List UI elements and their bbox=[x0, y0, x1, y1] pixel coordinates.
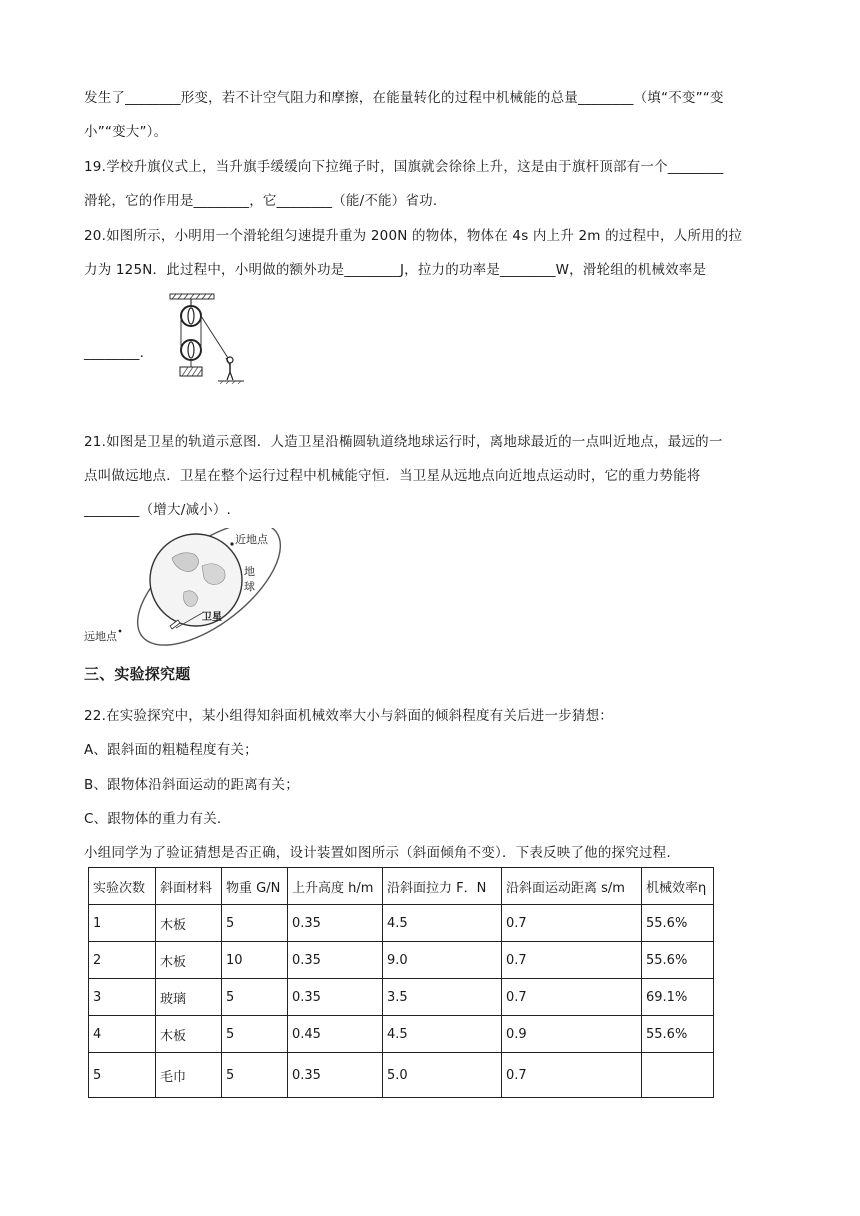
question-22-line-1: 22.在实验探究中，某小组得知斜面机械效率大小与斜面的倾斜程度有关后进一步猜想： bbox=[84, 708, 613, 724]
table-header-cell: 沿斜面拉力 F．N bbox=[383, 868, 502, 905]
table-header-cell: 机械效率η bbox=[642, 868, 714, 905]
table-cell: 5 bbox=[222, 905, 288, 942]
table-header-row bbox=[89, 868, 714, 905]
table-cell: 55.6% bbox=[642, 905, 714, 942]
text-line: 小”“变大”）。 bbox=[84, 124, 168, 140]
table-cell: 4.5 bbox=[383, 905, 502, 942]
table-cell: 0.35 bbox=[288, 905, 383, 942]
hypothesis-c: C、跟物体的重力有关. bbox=[84, 811, 222, 827]
table-row bbox=[89, 905, 714, 942]
table-cell: 5 bbox=[222, 1016, 288, 1053]
table-cell: 毛巾 bbox=[156, 1053, 222, 1098]
table-cell: 0.7 bbox=[502, 1053, 642, 1098]
table-cell: 5 bbox=[222, 1053, 288, 1098]
question-19-line-2: 滑轮，它的作用是________，它________（能/不能）省功. bbox=[84, 193, 438, 209]
table-cell: 5.0 bbox=[383, 1053, 502, 1098]
table-cell: 2 bbox=[89, 942, 156, 979]
table-cell: 10 bbox=[222, 942, 288, 979]
section-heading: 三、实验探究题 bbox=[84, 665, 191, 683]
question-21-line-1: 21.如图是卫星的轨道示意图．人造卫星沿椭圆轨道绕地球运行时，离地球最近的一点叫近地点，最远的一 bbox=[84, 434, 723, 450]
table-header-cell: 沿斜面运动距离 s/m bbox=[502, 868, 642, 905]
table-cell: 0.7 bbox=[502, 905, 642, 942]
table-cell: 木板 bbox=[156, 1016, 222, 1053]
text-line: 发生了________形变，若不计空气阻力和摩擦，在能量转化的过程中机械能的总量________（填“不变”“变 bbox=[84, 90, 724, 106]
table-row bbox=[89, 1016, 714, 1053]
table-header-cell: 物重 G/N bbox=[222, 868, 288, 905]
question-20-line-3: ________. bbox=[84, 345, 145, 361]
experiment-table bbox=[88, 867, 714, 1098]
table-cell: 3.5 bbox=[383, 979, 502, 1016]
earth-label: 球 bbox=[244, 580, 255, 593]
table-row bbox=[89, 942, 714, 979]
table-cell: 0.9 bbox=[502, 1016, 642, 1053]
table-cell: 玻璃 bbox=[156, 979, 222, 1016]
table-cell: 4 bbox=[89, 1016, 156, 1053]
table-cell: 0.35 bbox=[288, 942, 383, 979]
question-20-line-1: 20.如图所示，小明用一个滑轮组匀速提升重为 200N 的物体，物体在 4s 内上升 2m 的过程中，人所用的拉 bbox=[84, 228, 743, 244]
satellite-label: 卫星 bbox=[202, 612, 222, 623]
table-cell: 5 bbox=[222, 979, 288, 1016]
table-header-cell: 斜面材料 bbox=[156, 868, 222, 905]
table-cell: 5 bbox=[89, 1053, 156, 1098]
table-cell: 0.45 bbox=[288, 1016, 383, 1053]
table-row bbox=[89, 979, 714, 1016]
question-21-line-2: 点叫做远地点．卫星在整个运行过程中机械能守恒．当卫星从远地点向近地点运动时，它的重力势能将 bbox=[84, 468, 701, 484]
pulley-system-figure bbox=[160, 292, 250, 384]
hypothesis-a: A、跟斜面的粗糙程度有关； bbox=[84, 742, 258, 758]
table-cell: 0.35 bbox=[288, 979, 383, 1016]
hypothesis-b: B、跟物体沿斜面运动的距离有关； bbox=[84, 777, 299, 793]
question-19-line-1: 19.学校升旗仪式上，当升旗手缓缓向下拉绳子时，国旗就会徐徐上升，这是由于旗杆顶部有一个________ bbox=[84, 159, 724, 175]
table-cell: 木板 bbox=[156, 905, 222, 942]
table-cell: 0.35 bbox=[288, 1053, 383, 1098]
table-header-cell: 实验次数 bbox=[89, 868, 156, 905]
table-cell: 0.7 bbox=[502, 942, 642, 979]
question-20-line-2: 力为 125N．此过程中，小明做的额外功是________J，拉力的功率是________W，滑轮组的机械效率是 bbox=[84, 262, 707, 278]
table-cell: 9.0 bbox=[383, 942, 502, 979]
earth-label: 地 bbox=[244, 565, 255, 578]
table-cell: 4.5 bbox=[383, 1016, 502, 1053]
table-cell bbox=[642, 1053, 714, 1098]
table-row bbox=[89, 1053, 714, 1098]
table-cell: 55.6% bbox=[642, 942, 714, 979]
perigee-label: 近地点 bbox=[235, 533, 268, 546]
table-cell: 木板 bbox=[156, 942, 222, 979]
table-cell: 1 bbox=[89, 905, 156, 942]
table-cell: 0.7 bbox=[502, 979, 642, 1016]
table-cell: 55.6% bbox=[642, 1016, 714, 1053]
table-cell: 69.1% bbox=[642, 979, 714, 1016]
table-header-cell: 上升高度 h/m bbox=[288, 868, 383, 905]
apogee-label: 远地点 bbox=[84, 630, 117, 643]
question-22-line-5: 小组同学为了验证猜想是否正确，设计装置如图所示（斜面倾角不变）．下表反映了他的探究过程. bbox=[84, 845, 671, 861]
satellite-orbit-figure bbox=[84, 528, 294, 646]
table-cell: 3 bbox=[89, 979, 156, 1016]
question-21-line-3: ________（增大/减小）. bbox=[84, 502, 232, 518]
